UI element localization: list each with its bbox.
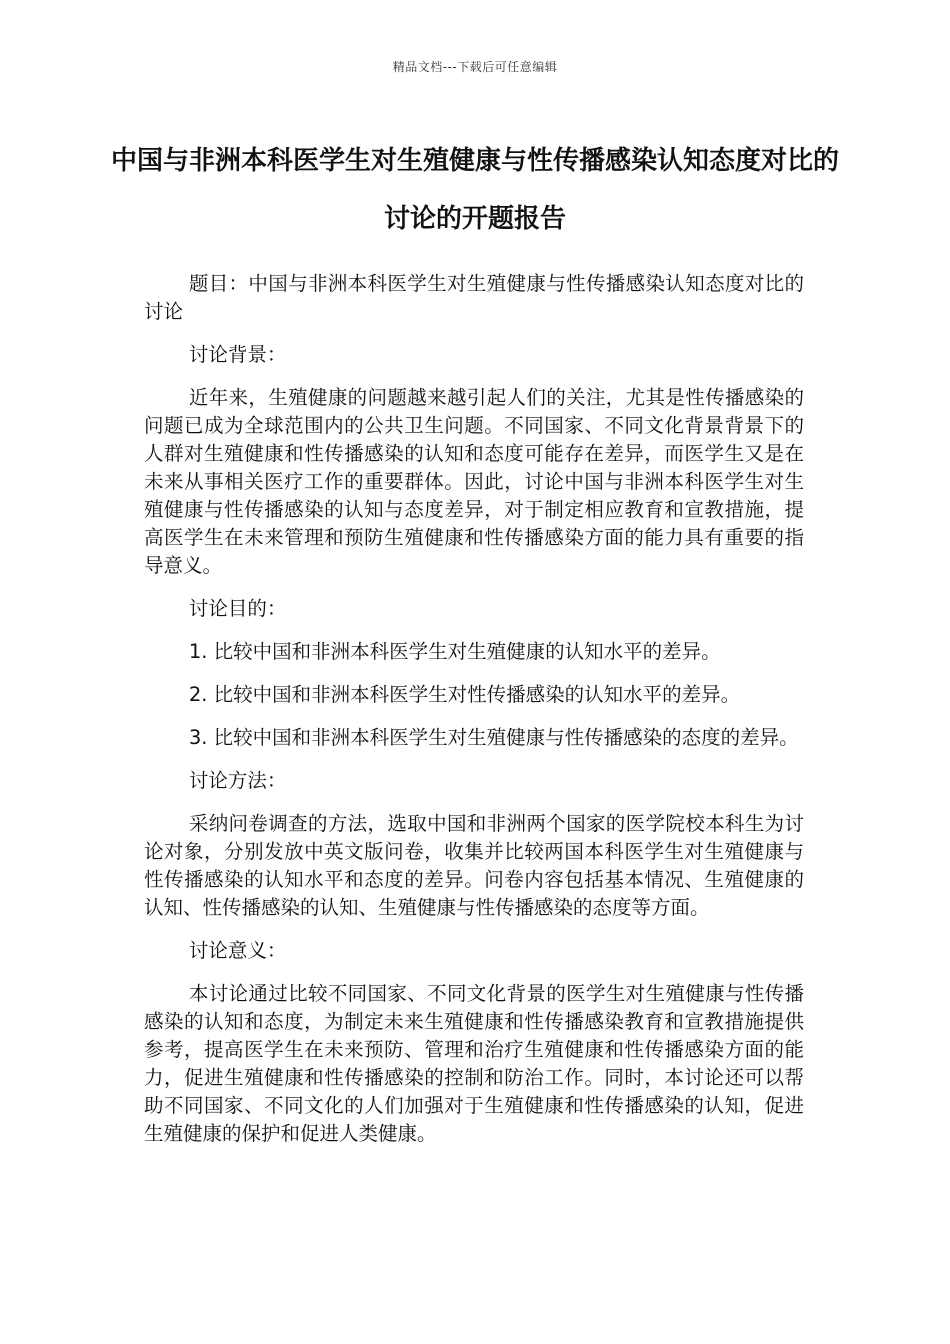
purpose-item-1: 1. 比较中国和非洲本科医学生对生殖健康的认知水平的差异。 [188,640,721,663]
purpose-heading: 讨论目的： [188,597,287,620]
significance-paragraph: 本讨论通过比较不同国家、不同文化背景的医学生对生殖健康与性传播感染的认知和态度，为制定未来生殖健康和性传播感染教育和宣教措施提供参考，提高医学生在未来预防、管理和治疗生殖健康和性传播感染方面的能力，促进生殖健康和性传播感染的控制和防治工作。同时，本讨论还可以帮助不同国家、不同文化的人们加强对于生殖健康和性传播感染的认知，促进生殖健康的保护和促进人类健康。 [144,982,804,1145]
method-heading: 讨论方法： [188,769,287,792]
background-heading: 讨论背景： [188,343,287,366]
document-title: 中国与非洲本科医学生对生殖健康与性传播感染认知态度对比的讨论的开题报告 [110,146,839,234]
significance-heading: 讨论意义： [188,939,287,962]
background-paragraph: 近年来，生殖健康的问题越来越引起人们的关注，尤其是性传播感染的问题已成为全球范围内的公共卫生问题。不同国家、不同文化背景背景下的人群对生殖健康和性传播感染的认知和态度可能存在差异，而医学生又是在未来从事相关医疗工作的重要群体。因此，讨论中国与非洲本科医学生对生殖健康与性传播感染的认知与态度差异，对于制定相应教育和宣教措施，提高医学生在未来管理和预防生殖健康和性传播感染方面的能力具有重要的指导意义。 [144,386,804,577]
purpose-item-2: 2. 比较中国和非洲本科医学生对性传播感染的认知水平的差异。 [188,683,741,706]
topic-paragraph: 题目：中国与非洲本科医学生对生殖健康与性传播感染认知态度对比的讨论 [144,272,804,323]
document-body [144,270,804,1163]
method-paragraph: 采纳问卷调查的方法，选取中国和非洲两个国家的医学院校本科生为讨论对象，分别发放中英文版问卷，收集并比较两国本科医学生对生殖健康与性传播感染的认知水平和态度的差异。问卷内容包括基本情况、生殖健康的认知、性传播感染的认知、生殖健康与性传播感染的态度等方面。 [144,812,804,919]
purpose-item-3: 3. 比较中国和非洲本科医学生对生殖健康与性传播感染的态度的差异。 [188,726,799,749]
header-note: 精品文档---下载后可任意编辑 [392,60,558,74]
